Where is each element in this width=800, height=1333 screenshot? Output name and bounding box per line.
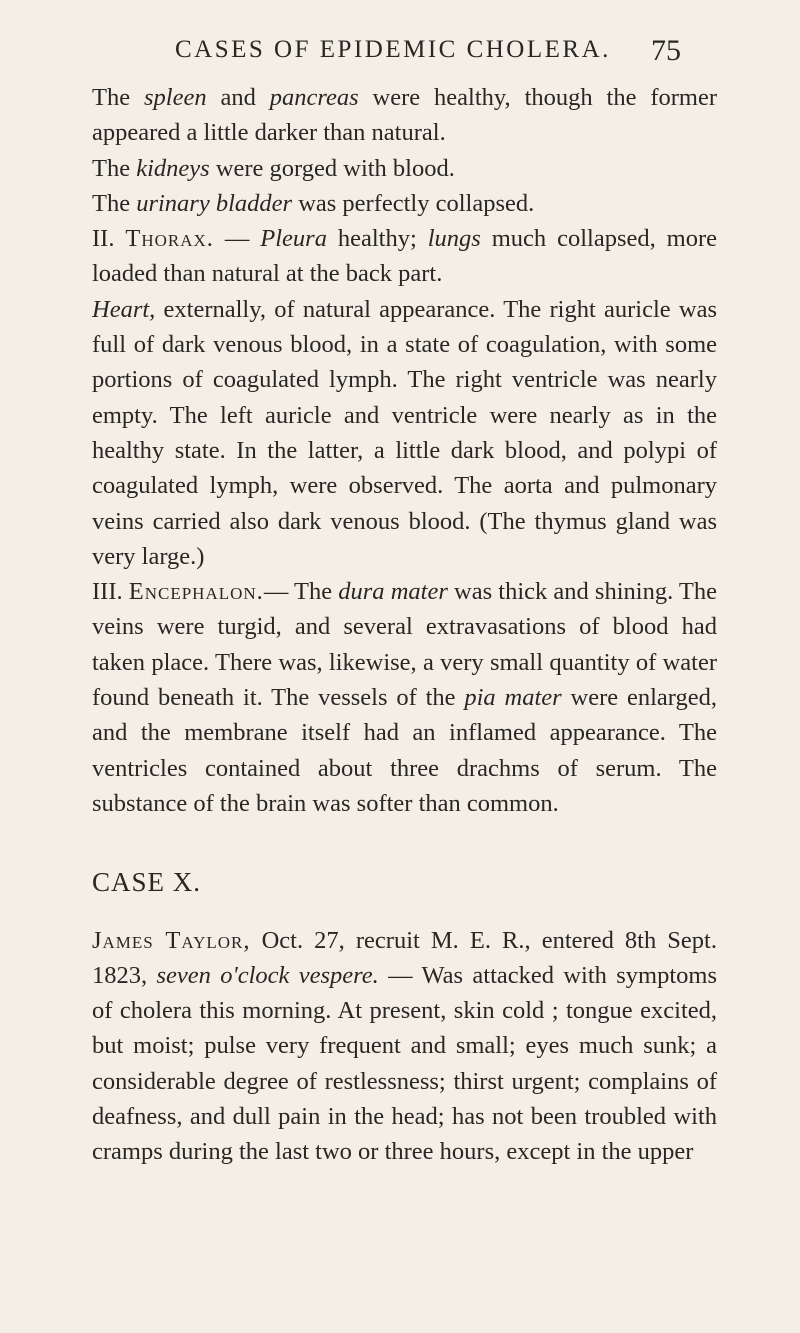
body-text bbox=[92, 80, 717, 1170]
running-head bbox=[0, 34, 800, 70]
paragraph-kidneys: The kidneys were gorged with blood. bbox=[92, 154, 455, 182]
running-head-title: CASES OF EPIDEMIC CHOLERA. bbox=[175, 36, 611, 63]
case-heading: CASE X. bbox=[92, 867, 202, 898]
paragraph-spleen: The spleen and pancreas were healthy, though the former appeared a little darker than natural. bbox=[92, 84, 717, 147]
page-number: 75 bbox=[651, 34, 681, 67]
paragraph-case-x: James Taylor, Oct. 27, recruit M. E. R., entered 8th Sept. 1823, seven o'clock vespere. — Was attacked with symptoms of cholera this morning. At present, skin cold ; tongue excited, but moist; pulse very frequent and small; eyes much sunk; a considerable degree of restlessness; thirst urgent; complains of deafness, and dull pain in the head; has not been troubled with cramps during the last two or three hours, except in the upper bbox=[92, 926, 718, 1166]
paragraph-heart: Heart, externally, of natural appearance. The right auricle was full of dark venous blood, in a state of coagulation, with some portions of coagulated lymph. The right ventricle was nearly empty. The left auricle and ventricle were nearly as in the healthy state. In the latter, a little dark blood, and polypi of coagulated lymph, were observed. The aorta and pulmonary veins carried also dark venous blood. (The thymus gland was very large.) bbox=[92, 295, 717, 570]
paragraph-encephalon: III. Encephalon.— The dura mater was thick and shining. The veins were turgid, and several extravasations of blood had taken place. There was, likewise, a very small quantity of water found beneath it. The vessels of the pia mater were enlarged, and the membrane itself had an inflamed appearance. The ventricles contained about three drachms of serum. The substance of the brain was softer than common. bbox=[92, 578, 717, 817]
paragraph-thorax: II. Thorax. — Pleura healthy; lungs much collapsed, more loaded than natural at the back part. bbox=[92, 225, 717, 288]
paragraph-bladder: The urinary bladder was perfectly collapsed. bbox=[92, 189, 535, 217]
